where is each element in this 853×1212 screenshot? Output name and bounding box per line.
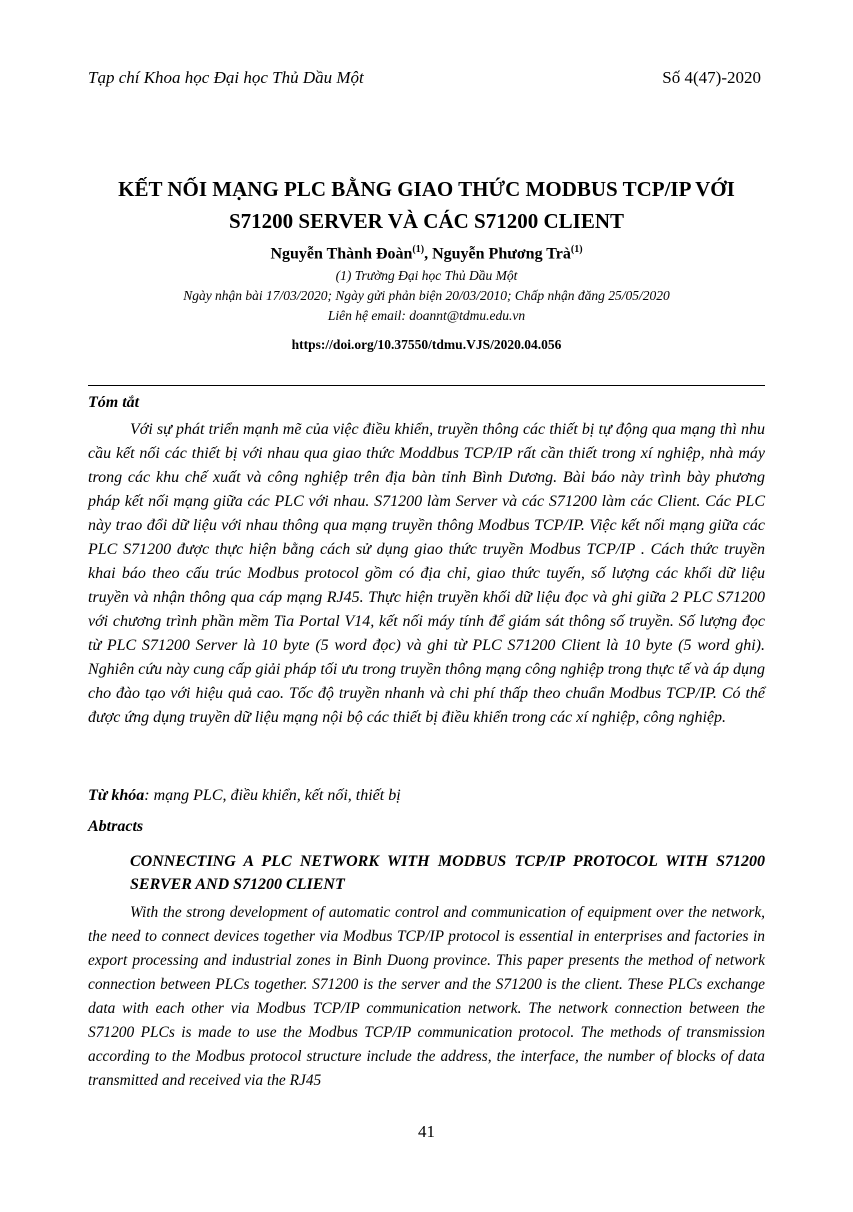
doi-link[interactable]: https://doi.org/10.37550/tdmu.VJS/2020.04.056 bbox=[291, 337, 562, 352]
article-title-line-1: KẾT NỐI MẠNG PLC BẰNG GIAO THỨC MODBUS TCP/IP VỚI bbox=[118, 177, 735, 201]
author-2-affiliation-mark: (1) bbox=[570, 244, 583, 255]
section-divider bbox=[88, 385, 765, 386]
journal-name: Tạp chí Khoa học Đại học Thủ Dầu Một bbox=[88, 68, 364, 87]
author-2: Nguyễn Phương Trà bbox=[432, 245, 571, 263]
contact-email: Liên hệ email: doannt@tdmu.edu.vn bbox=[327, 308, 526, 323]
page-number: 41 bbox=[418, 1122, 435, 1141]
author-1: Nguyễn Thành Đoàn bbox=[270, 245, 413, 263]
author-separator: , bbox=[424, 245, 433, 263]
keywords-text: : mạng PLC, điều khiển, kết nối, thiết bị bbox=[144, 787, 401, 804]
abstract-en-title: CONNECTING A PLC NETWORK WITH MODBUS TCP/IP PROTOCOL WITH S71200 SERVER AND S71200 CLIENT bbox=[130, 853, 765, 893]
keywords-line bbox=[88, 787, 401, 805]
abstract-vi-heading: Tóm tắt bbox=[88, 394, 140, 411]
abstract-en-body: With the strong development of automatic control and communication of equipment over the network, the need to connect devices together via Modbus TCP/IP protocol is essential in enterprises and factories in export processing and industrial zones in Binh Duong province. This paper presents the method of network connection between PLCs together. S71200 is the server and the S71200 is the client. These PLCs exchange data with each other via Modbus TCP/IP communication network. The network connection between the S71200 PLCs is made to use the Modbus TCP/IP communication protocol. The methods of transmission according to the Modbus protocol structure include the address, the interface, the number of blocks of data transmitted and received via the RJ45 bbox=[88, 904, 765, 1089]
issue-number: Số 4(47)-2020 bbox=[662, 68, 761, 87]
abstract-en-heading: Abtracts bbox=[88, 818, 144, 835]
author-list bbox=[60, 244, 793, 263]
author-1-affiliation-mark: (1) bbox=[412, 244, 425, 255]
abstract-vi-body: Với sự phát triển mạnh mẽ của việc điều khiển, truyền thông các thiết bị tự động qua mạng thì nhu cầu kết nối các thiết bị với nhau qua giao thức Moddbus TCP/IP rất cần thiết trong xí nghiệp, nhà máy trong các khu chế xuất và công nghiệp trên địa bàn tỉnh Bình Dương. Bài báo này trình bày phương pháp kết nối mạng giữa các PLC với nhau. S71200 làm Server và các S71200 làm các Client. Các PLC này trao đổi dữ liệu với nhau thông qua mạng truyền thông Modbus TCP/IP. Việc kết nối mạng giữa các PLC S71200 được thực hiện bằng cách sử dụng giao thức truyền Modbus TCP/IP . Cách thức truyền khai báo theo cấu trúc Modbus protocol gồm có địa chỉ, giao thức tuyến, số lượng các khối dữ liệu truyền và nhận thông qua cáp mạng RJ45. Thực hiện truyền khối dữ liệu đọc và ghi giữa 2 PLC S71200 với chương trình phần mềm Tia Portal V14, kết nối máy tính để giám sát thông số truyền. Số lượng đọc từ PLC S71200 Server là 10 byte (5 word đọc) và ghi từ PLC S71200 Client là 10 byte (5 word ghi). Nghiên cứu này cung cấp giải pháp tối ưu trong truyền thông mạng công nghiệp trong thực tế và áp dụng cho đào tạo với hiệu quả cao. Tốc độ truyền nhanh và chi phí thấp theo chuẩn Modbus TCP/IP. Có thể được ứng dụng truyền dữ liệu mạng nội bộ các thiết bị điều khiển trong các xí nghiệp, công nghiệp. bbox=[88, 421, 765, 726]
keywords-label: Từ khóa bbox=[88, 787, 145, 804]
article-title-line-2: S71200 SERVER VÀ CÁC S71200 CLIENT bbox=[228, 209, 625, 233]
affiliation: (1) Trường Đại học Thủ Dầu Một bbox=[335, 268, 518, 283]
submission-dates: Ngày nhận bài 17/03/2020; Ngày gửi phản biện 20/03/2010; Chấp nhận đăng 25/05/2020 bbox=[183, 288, 670, 303]
